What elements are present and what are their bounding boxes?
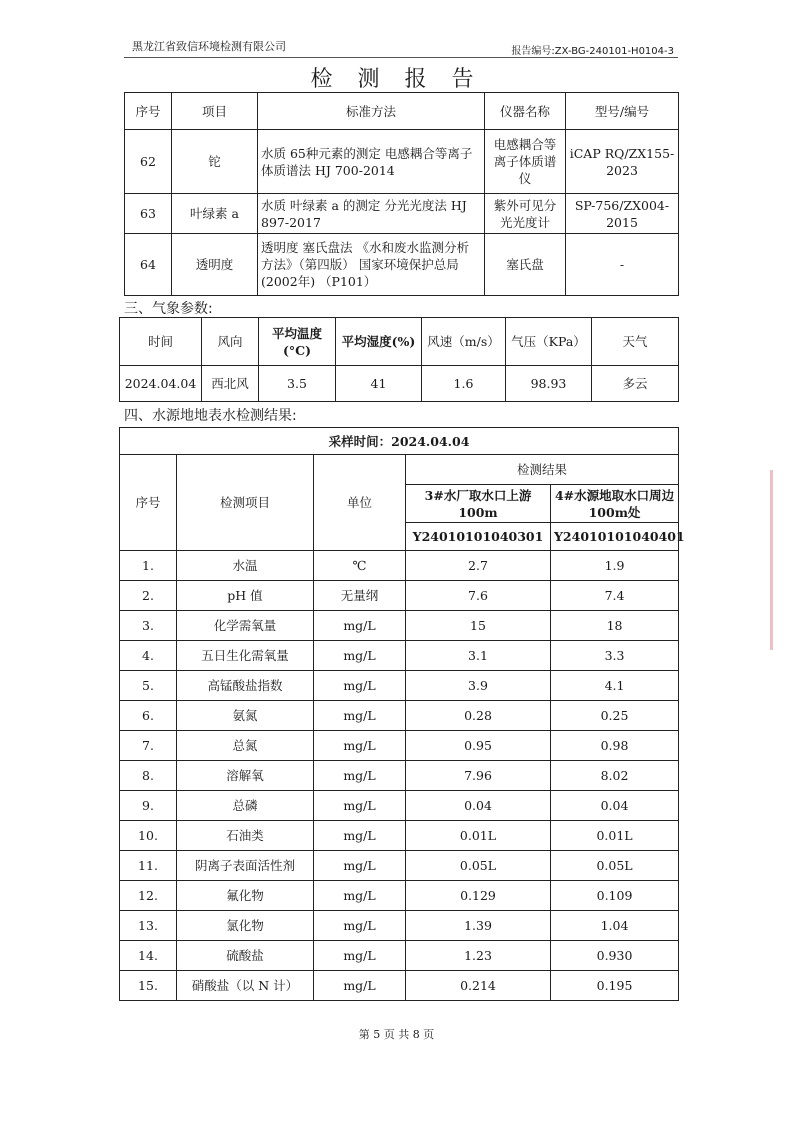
cell: 13. [120,911,177,941]
cell: 15. [120,971,177,1001]
methods-header-row [125,93,679,130]
cell: 多云 [592,366,679,402]
results-table [119,427,685,1001]
cell: 41 [336,366,422,402]
cell: mg/L [314,911,406,941]
company-name: 黑龙江省致信环境检测有限公司 [132,40,286,53]
cell: - [566,234,679,296]
header-cell: 检测结果 [406,455,679,485]
cell: 4.1 [551,671,679,701]
cell: 1.9 [551,551,679,581]
cell: 7.4 [551,581,679,611]
cell: 1.6 [422,366,506,402]
header-cell: 气压（KPa） [506,318,592,366]
cell: 2.7 [406,551,551,581]
site-name: 3#水厂取水口上游100m [406,485,551,523]
cell: 总氮 [177,731,314,761]
cell: 0.129 [406,881,551,911]
cell: 0.195 [551,971,679,1001]
table-row [120,911,679,941]
cell: 阴离子表面活性剂 [177,851,314,881]
cell: mg/L [314,701,406,731]
cell: 0.930 [551,941,679,971]
header-cell: 平均温度(°C) [259,318,336,366]
cell: mg/L [314,821,406,851]
cell: 透明度 [172,234,258,296]
cell: 硫酸盐 [177,941,314,971]
cell: 紫外可见分光光度计 [485,194,566,234]
cell: 18 [551,611,679,641]
header-cell: 仪器名称 [485,93,566,130]
cell: 电感耦合等离子体质谱仪 [485,130,566,194]
cell: 0.04 [551,791,679,821]
cell: 7.96 [406,761,551,791]
weather-section-title: 三、气象参数: [124,301,213,317]
cell: 叶绿素 a [172,194,258,234]
cell: 塞氏盘 [485,234,566,296]
cell: 0.05L [551,851,679,881]
header-cell: 序号 [120,455,177,551]
cell: 98.93 [506,366,592,402]
cell: 8.02 [551,761,679,791]
cell: 0.214 [406,971,551,1001]
header-cell: 序号 [125,93,172,130]
page-title: 检 测 报 告 [310,67,483,92]
table-row [120,851,679,881]
cell: 9. [120,791,177,821]
cell: 7.6 [406,581,551,611]
cell: 硝酸盐（以 N 计） [177,971,314,1001]
cell: iCAP RQ/ZX155-2023 [566,130,679,194]
sample-code: Y24010101040401 [551,523,679,551]
weather-table [119,317,679,402]
cell: 8. [120,761,177,791]
cell: 0.95 [406,731,551,761]
cell: mg/L [314,761,406,791]
cell: 0.25 [551,701,679,731]
cell: 15 [406,611,551,641]
cell: mg/L [314,731,406,761]
cell: 1.39 [406,911,551,941]
header-cell: 时间 [120,318,202,366]
cell: mg/L [314,791,406,821]
cell: 0.28 [406,701,551,731]
cell: 2. [120,581,177,611]
table-row [125,234,679,296]
cell: 透明度 塞氏盘法 《水和废水监测分析方法》（第四版） 国家环境保护总局(2002年) （P101） [258,234,485,296]
cell: 高锰酸盐指数 [177,671,314,701]
table-row [120,641,679,671]
table-row [125,130,679,194]
cell: 1.23 [406,941,551,971]
sampling-time: 采样时间：2024.04.04 [120,428,679,455]
table-row [120,821,679,851]
results-section-title: 四、水源地地表水检测结果: [124,408,297,424]
table-row [120,941,679,971]
table-row [125,194,679,234]
cell: 5. [120,671,177,701]
cell: 10. [120,821,177,851]
cell: 14. [120,941,177,971]
cell: 0.05L [406,851,551,881]
cell: 氟化物 [177,881,314,911]
cell: 化学需氧量 [177,611,314,641]
header-cell: 风速（m/s） [422,318,506,366]
cell: 氨氮 [177,701,314,731]
header-cell: 天气 [592,318,679,366]
header-cell: 型号/编号 [566,93,679,130]
cell: 0.01L [551,821,679,851]
cell: 水质 65种元素的测定 电感耦合等离子体质谱法 HJ 700-2014 [258,130,485,194]
cell: 3. [120,611,177,641]
cell: mg/L [314,671,406,701]
cell: 64 [125,234,172,296]
cell: 3.1 [406,641,551,671]
cell: 3.9 [406,671,551,701]
cell: mg/L [314,941,406,971]
table-row [120,611,679,641]
cell: mg/L [314,971,406,1001]
methods-table [124,92,679,296]
sampling-time-row [120,428,679,455]
cell: 石油类 [177,821,314,851]
header-cell: 项目 [172,93,258,130]
cell: 水温 [177,551,314,581]
table-row [120,581,679,611]
header-divider [124,57,678,58]
cell: 62 [125,130,172,194]
cell: 西北风 [202,366,259,402]
cell: 0.04 [406,791,551,821]
table-row [120,701,679,731]
cell: mg/L [314,881,406,911]
header-cell: 平均湿度(%) [336,318,422,366]
cell: 铊 [172,130,258,194]
cell: 氯化物 [177,911,314,941]
cell: 1. [120,551,177,581]
header-cell: 标准方法 [258,93,485,130]
cell: 3.3 [551,641,679,671]
cell: 0.98 [551,731,679,761]
table-row [120,761,679,791]
table-row [120,881,679,911]
site-name: 4#水源地取水口周边100m处 [551,485,679,523]
results-header-row [120,455,679,485]
sample-code: Y24010101040301 [406,523,551,551]
header-cell: 风向 [202,318,259,366]
report-number: 报告编号:ZX-BG-240101-H0104-3 [511,46,674,57]
cell: 总磷 [177,791,314,821]
table-row [120,971,679,1001]
cell: 2024.04.04 [120,366,202,402]
cell: pH 值 [177,581,314,611]
page-footer: 第 5 页 共 8 页 [358,1028,435,1041]
cell: 1.04 [551,911,679,941]
table-row [120,551,679,581]
table-row [120,731,679,761]
cell: 12. [120,881,177,911]
cell: 溶解氧 [177,761,314,791]
cell: 0.109 [551,881,679,911]
cell: 11. [120,851,177,881]
cell: SP-756/ZX004-2015 [566,194,679,234]
cell: ℃ [314,551,406,581]
cell: mg/L [314,851,406,881]
cell: mg/L [314,641,406,671]
header-cell: 检测项目 [177,455,314,551]
table-row [120,671,679,701]
cell: mg/L [314,611,406,641]
cell: 6. [120,701,177,731]
table-row [120,366,679,402]
cell: 五日生化需氧量 [177,641,314,671]
cell: 63 [125,194,172,234]
weather-header-row [120,318,679,366]
table-row [120,791,679,821]
cell: 水质 叶绿素 a 的测定 分光光度法 HJ 897-2017 [258,194,485,234]
cell: 无量纲 [314,581,406,611]
header-cell: 单位 [314,455,406,551]
cell: 3.5 [259,366,336,402]
seal-stamp-fragment [770,470,793,650]
cell: 0.01L [406,821,551,851]
cell: 4. [120,641,177,671]
cell: 7. [120,731,177,761]
